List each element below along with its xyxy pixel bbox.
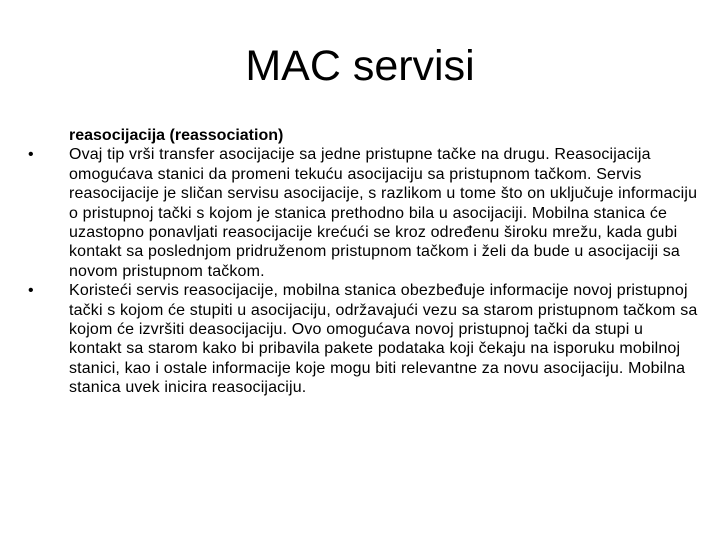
bullet-marker: • <box>28 282 34 300</box>
bullet-item <box>28 281 700 397</box>
bullet-item <box>28 145 700 281</box>
bullet-text: Ovaj tip vrši transfer asocijacije sa jedne pristupne tačke na drugu. Reasocijacija omogućava stanici da promeni tekuću asocijaciju sa pristupnom tačkom. Servis reasocijacije je sličan servisu asocijacije, s razlikom u tome što on uključuje informaciju o pristupnoj tački s kojom je stanica prethodno bila u asocijaciji. Mobilna stanica će uzastopno ponavljati reasocijacije krećući se kroz određenu široku mrežu, kada gubi kontakt sa poslednjom pridruženom pristupnom tačkom i želi da bude u asocijaciji sa novom pristupnom tačkom. <box>69 146 698 280</box>
subheading: reasocijacija (reassociation) <box>69 127 284 144</box>
bullet-list <box>28 145 700 397</box>
bullet-text: Koristeći servis reasocijacije, mobilna stanica obezbeđuje informacije novoj pristupnoj tački s kojom će stupiti u asocijaciju, održavajući vezu sa starom pristupnom tačkom sa kojom će izvršiti deasocijaciju. Ovo omogućava novoj pristupnoj tački da stupi u kontakt sa starom kako bi pribavila pakete podataka koji čekaju na isporuku mobilnoj stanici, kao i ostale informacije koje mogu biti relevantne za novu asocijaciju. Mobilna stanica uvek inicira reasocijaciju. <box>69 282 698 397</box>
slide-title: MAC servisi <box>245 42 475 90</box>
slide-content <box>28 126 700 398</box>
bullet-marker: • <box>28 146 34 164</box>
